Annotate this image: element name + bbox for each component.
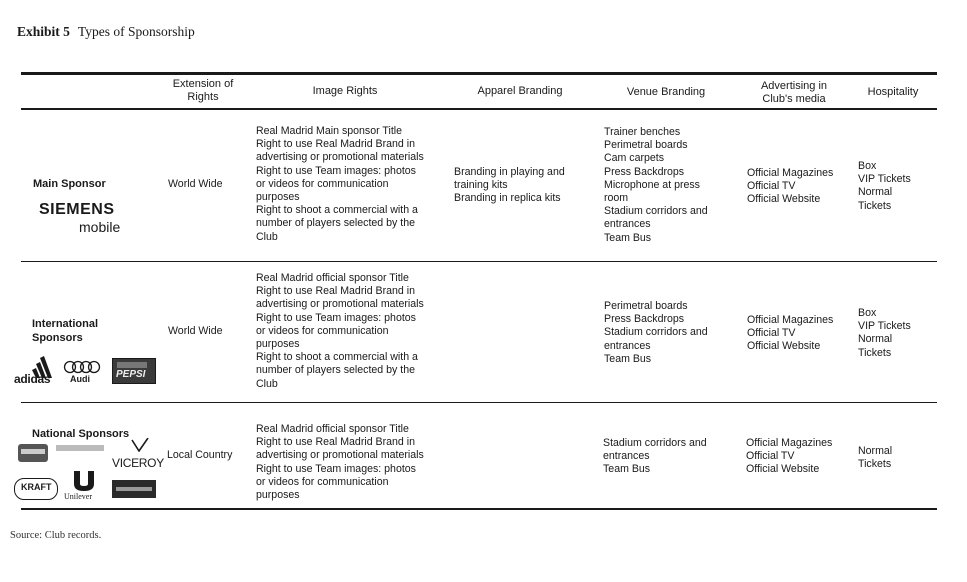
row2-venue: Perimetral boards Press Backdrops Stadium corridors and entrances Team Bus <box>604 300 708 365</box>
row3-venue: Stadium corridors and entrances Team Bus <box>603 437 707 476</box>
top-rule <box>21 72 937 75</box>
row-label-national-sponsors: National Sponsors <box>32 428 130 440</box>
row2-rule <box>21 402 937 403</box>
siemens-mobile-logo: mobile <box>79 219 121 235</box>
kraft-logo: KRAFT <box>14 478 58 500</box>
siemens-logo: SIEMENS <box>39 201 115 218</box>
row2-image-rights: Real Madrid official sponsor Title Right to use Real Madrid Brand in advertising or promotional materials Right to use Team images: photos or videos for communication purposes Right to shoot a commercial with a number of players selected by the Club <box>256 272 424 390</box>
adidas-logo: adidas <box>14 356 58 386</box>
audi-logo: Audi <box>62 360 106 386</box>
row1-advertising: Official Magazines Official TV Official Website <box>747 167 834 206</box>
row3-extension: Local Country <box>167 449 233 461</box>
viceroy-logo: VICEROY <box>112 438 166 472</box>
row3-advertising: Official Magazines Official TV Official Website <box>746 437 833 476</box>
audi-rings-icon <box>62 360 106 374</box>
source-note: Source: Club records. <box>10 530 102 541</box>
row1-image-rights: Real Madrid Main sponsor Title Right to use Real Madrid Brand in advertising or promotional materials Right to use Team images: photos or videos for communication purposes Right to shoot a commercial with a number of players selected by the Club <box>256 125 424 243</box>
bottom-rule <box>21 508 937 510</box>
mahou-logo <box>18 444 48 462</box>
row2-hospitality: Box VIP Tickets Normal Tickets <box>858 307 911 359</box>
local-brand-logo <box>112 480 156 498</box>
row1-hospitality: Box VIP Tickets Normal Tickets <box>858 160 911 212</box>
unilever-logo: Unilever <box>62 470 106 502</box>
exhibit-label: Exhibit 5 <box>17 24 70 39</box>
header-hospitality: Hospitality <box>867 86 919 98</box>
exhibit-caption: Types of Sponsorship <box>77 24 195 39</box>
row1-apparel: Branding in playing and training kits Branding in replica kits <box>454 166 565 205</box>
row2-extension: World Wide <box>168 325 223 337</box>
row-label-main-sponsor: Main Sponsor <box>33 178 106 190</box>
row3-image-rights: Real Madrid official sponsor Title Right to use Real Madrid Brand in advertising or promotional materials Right to use Team images: photos or videos for communication purposes <box>256 423 424 502</box>
header-advertising: Advertising in Club's media <box>760 80 828 105</box>
san-miguel-logo <box>56 442 106 454</box>
viceroy-v-icon <box>130 438 150 452</box>
row3-hospitality: Normal Tickets <box>858 445 893 471</box>
header-apparel: Apparel Branding <box>477 85 563 97</box>
row1-rule <box>21 261 937 262</box>
row1-extension: World Wide <box>168 178 223 190</box>
exhibit-title <box>17 24 195 40</box>
unilever-u-icon <box>72 470 96 492</box>
row2-advertising: Official Magazines Official TV Official Website <box>747 314 834 353</box>
header-image-rights: Image Rights <box>312 85 378 97</box>
header-rule <box>21 108 937 110</box>
header-venue: Venue Branding <box>626 86 706 98</box>
header-extension: Extension of Rights <box>172 78 234 103</box>
row-label-international-sponsors: International Sponsors <box>32 318 99 344</box>
row1-venue: Trainer benches Perimetral boards Cam carpets Press Backdrops Microphone at press room Stadium corridors and entrances Team Bus <box>604 126 708 244</box>
pepsi-logo: PEPSI <box>112 358 156 384</box>
